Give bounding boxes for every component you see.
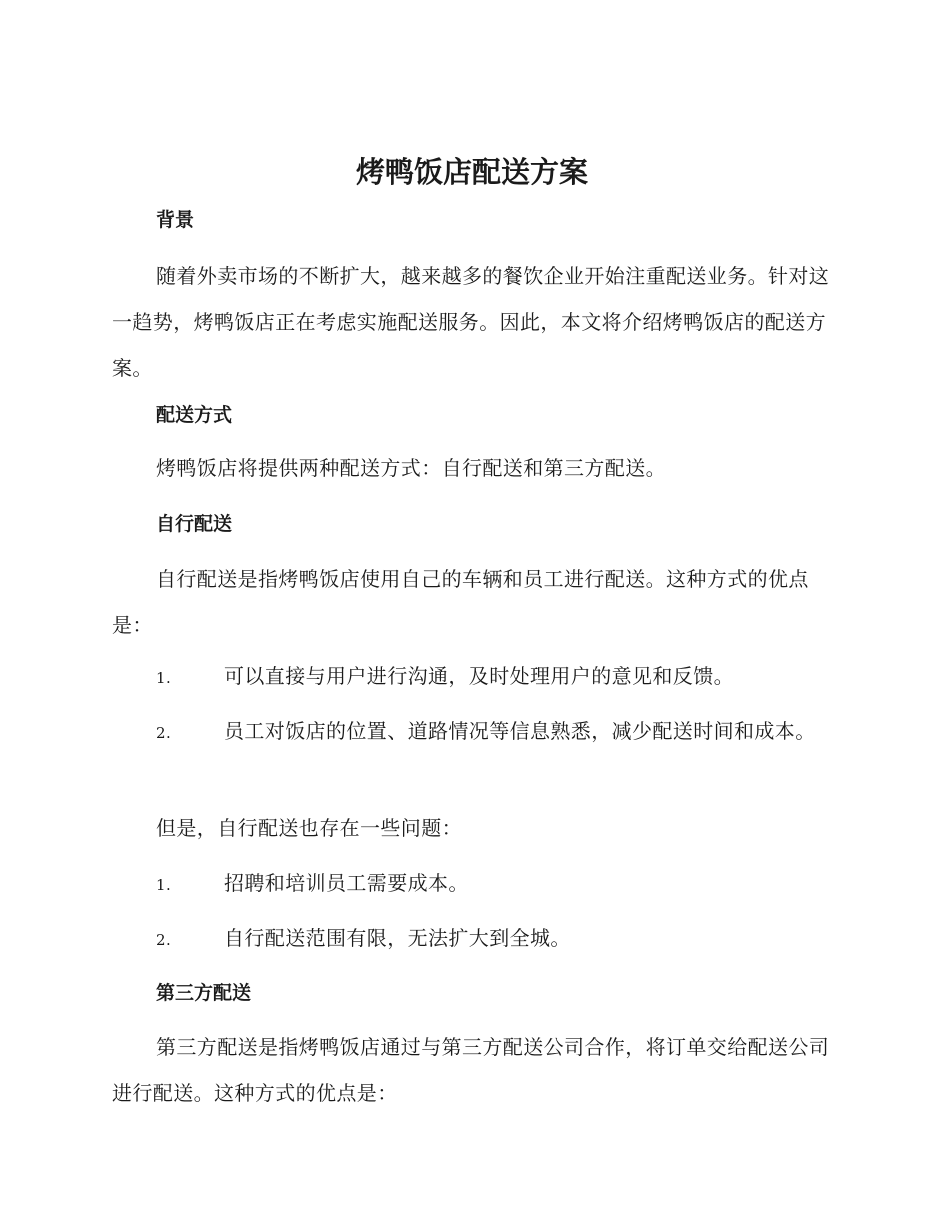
self-delivery-paragraph: 自行配送是指烤鸭饭店使用自己的车辆和员工进行配送。这种方式的优点是： <box>112 567 809 637</box>
list-item-text: 自行配送范围有限，无法扩大到全城。 <box>224 926 571 950</box>
list-item <box>112 860 832 908</box>
delivery-methods-paragraph: 烤鸭饭店将提供两种配送方式：自行配送和第三方配送。 <box>156 456 666 480</box>
list-item-number: 2. <box>156 724 172 742</box>
background-paragraph: 随着外卖市场的不断扩大，越来越多的餐饮企业开始注重配送业务。针对这一趋势，烤鸭饭店正在考虑实施配送服务。因此，本文将介绍烤鸭饭店的配送方案。 <box>112 264 830 380</box>
list-item-text: 可以直接与用户进行沟通，及时处理用户的意见和反馈。 <box>224 664 734 688</box>
list-item-text: 招聘和培训员工需要成本。 <box>224 871 469 895</box>
list-item-number: 2. <box>156 931 172 949</box>
list-item-text: 员工对饭店的位置、道路情况等信息熟悉，减少配送时间和成本。 <box>224 719 816 743</box>
self-delivery-issues-intro: 但是，自行配送也存在一些问题： <box>156 816 462 840</box>
list-item <box>112 653 832 701</box>
third-party-delivery-paragraph: 第三方配送是指烤鸭饭店通过与第三方配送公司合作，将订单交给配送公司进行配送。这种方式的优点是： <box>112 1035 830 1105</box>
document-page <box>112 0 832 1230</box>
section-heading-background: 背景 <box>156 209 195 231</box>
section-heading-self-delivery: 自行配送 <box>156 513 233 535</box>
list-item <box>112 915 832 963</box>
list-item-number: 1. <box>156 876 172 894</box>
list-item-number: 1. <box>156 669 172 687</box>
section-heading-third-party-delivery: 第三方配送 <box>156 982 252 1004</box>
document-title: 烤鸭饭店配送方案 <box>355 155 588 189</box>
list-item <box>112 708 832 756</box>
section-heading-delivery-methods: 配送方式 <box>156 404 233 426</box>
